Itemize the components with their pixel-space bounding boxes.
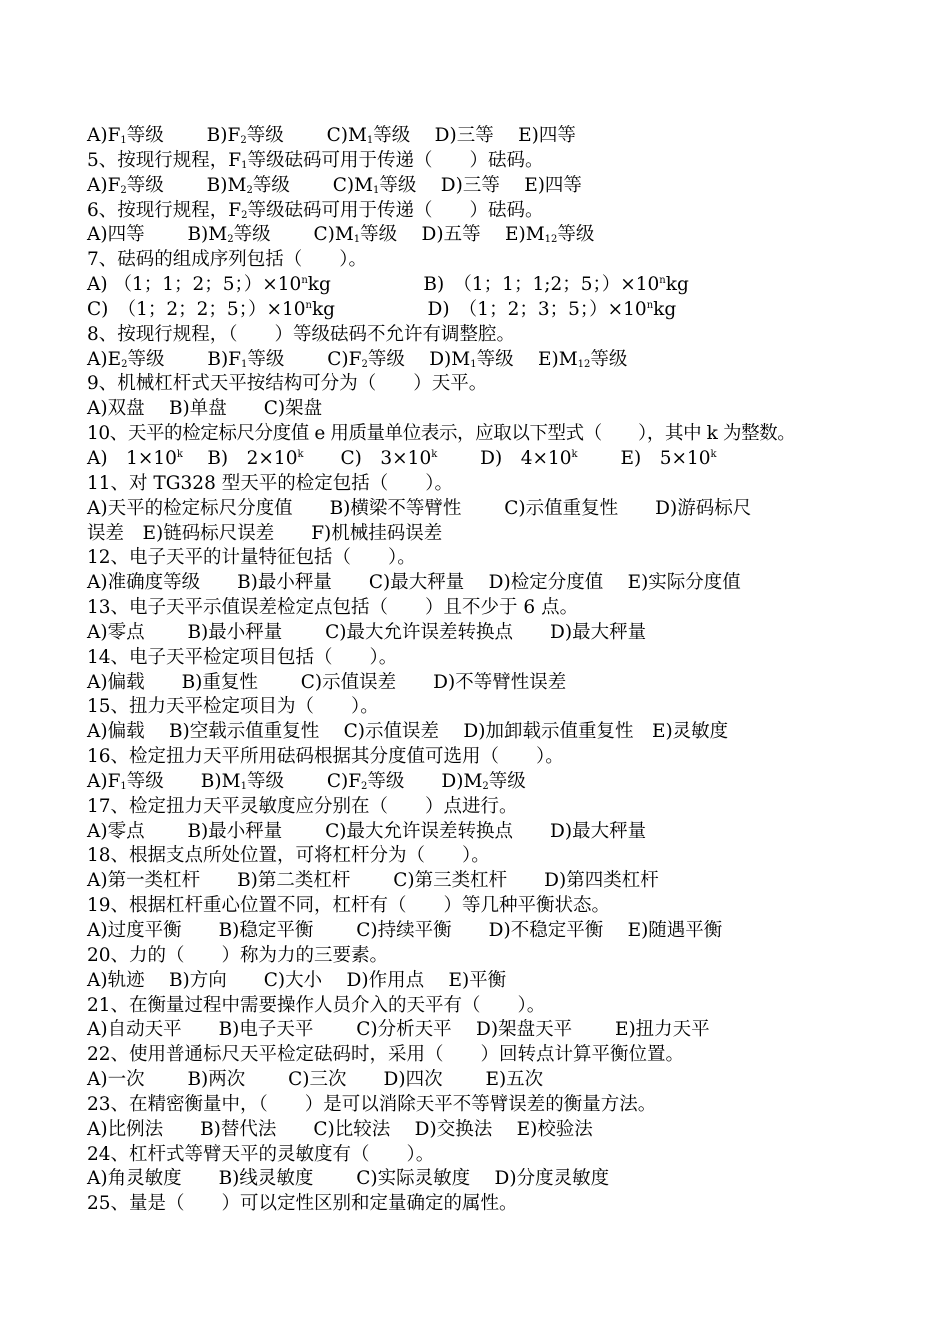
question-text: 12、电子天平的计量特征包括（ ）。 (87, 547, 416, 569)
answer-options: A)偏载 B)空载示值重复性 C)示值误差 D)加卸载示值重复性 E)灵敏度 (87, 721, 729, 743)
answer-options: A)一次 B)两次 C)三次 D)四次 E)五次 (87, 1069, 544, 1091)
question-text: 17、检定扭力天平灵敏度应分别在（ ）点进行。 (87, 795, 518, 817)
answer-options: $A)E_2$等级 $B)F_1$等级 $C)F_2$等级 $D)M_1$等级 $E)M_{12}$等级 (87, 348, 628, 370)
answer-options: A) $1\times 10^k$ B) $2\times 10^k$ C) $3\times 10^k$ D) $4\times 10^k$ E) $5\times 10^k$ (87, 447, 717, 469)
question-text: 19、根据杠杆重心位置不同，杠杆有（ ）等几种平衡状态。 (87, 895, 611, 917)
question-text: 5、按现行规程，$F_1$等级砝码可用于传递（ ）砝码。 (87, 149, 544, 171)
answer-options: C) （1；2；2；5；）$\times 10^nkg$ D) （1；2；3；5；）$\times 10^nkg$ (87, 298, 677, 320)
answer-options: A)四等 $B)M_2$等级 $C)M_1$等级 D)五等 $E)M_{12}$等级 (87, 224, 595, 246)
answer-options: A) （1；1；2；5；）$\times 10^nkg$ B) （1；1；1;2；5；）$\times 10^nkg$ (87, 274, 689, 296)
answer-options: $A)F_2$等级 $B)M_2$等级 $C)M_1$等级 D)三等 E)四等 (87, 174, 582, 196)
question-text: 10、天平的检定标尺分度值 e 用质量单位表示，应取以下型式（ ），其中 k 为整数。 (87, 423, 796, 445)
answer-options: A)偏载 B)重复性 C)示值误差 D)不等臂性误差 (87, 671, 567, 693)
question-text: 20、力的（ ）称为力的三要素。 (87, 944, 389, 966)
question-text: 21、在衡量过程中需要操作人员介入的天平有（ ）。 (87, 994, 546, 1016)
question-text: 14、电子天平检定项目包括（ ）。 (87, 646, 398, 668)
question-text: 13、电子天平示值误差检定点包括（ ）且不少于 6 点。 (87, 597, 579, 619)
answer-options: A)天平的检定标尺分度值 B)横梁不等臂性 C)示值重复性 D)游码标尺 (87, 497, 752, 519)
answer-options: A)零点 B)最小秤量 C)最大允许误差转换点 D)最大秤量 (87, 820, 647, 842)
question-text: 8、按现行规程，（ ）等级砝码不允许有调整腔。 (87, 323, 516, 345)
answer-options: A)自动天平 B)电子天平 C)分析天平 D)架盘天平 E)扭力天平 (87, 1019, 710, 1041)
question-text: 11、对 TG328 型天平的检定包括（ ）。 (87, 472, 453, 494)
answer-options: A)第一类杠杆 B)第二类杠杆 C)第三类杠杆 D)第四类杠杆 (87, 870, 659, 892)
answer-options: $A)F_1$等级 $B)F_2$等级 $C)M_1$等级 D)三等 E)四等 (87, 125, 576, 146)
exam-question-page (87, 124, 907, 1217)
question-text: 22、使用普通标尺天平检定砝码时，采用（ ）回转点计算平衡位置。 (87, 1044, 685, 1066)
answer-options: $A)F_1$等级 $B)M_1$等级 $C)F_2$等级 $D)M_2$等级 (87, 770, 526, 792)
answer-options: A)准确度等级 B)最小秤量 C)最大秤量 D)检定分度值 E)实际分度值 (87, 572, 741, 594)
question-text: 6、按现行规程，$F_2$等级砝码可用于传递（ ）砝码。 (87, 199, 544, 221)
answer-options: A)角灵敏度 B)线灵敏度 C)实际灵敏度 D)分度灵敏度 (87, 1168, 610, 1190)
answer-options: A)过度平衡 B)稳定平衡 C)持续平衡 D)不稳定平衡 E)随遇平衡 (87, 920, 723, 941)
question-text: 16、检定扭力天平所用砝码根据其分度值可选用（ ）。 (87, 746, 564, 768)
question-text: 23、在精密衡量中，（ ）是可以消除天平不等臂误差的衡量方法。 (87, 1093, 657, 1115)
answer-options: 误差 E)链码标尺误差 F)机械挂码误差 (87, 522, 443, 544)
question-text: 9、机械杠杆式天平按结构可分为（ ）天平。 (87, 373, 488, 395)
answer-options: A)零点 B)最小秤量 C)最大允许误差转换点 D)最大秤量 (87, 621, 647, 643)
question-text: 18、根据支点所处位置，可将杠杆分为（ ）。 (87, 845, 490, 867)
answer-options: A)双盘 B)单盘 C)架盘 (87, 398, 323, 420)
question-text: 7、砝码的组成序列包括（ ）。 (87, 249, 368, 271)
question-text: 24、杠杆式等臂天平的灵敏度有（ ）。 (87, 1143, 435, 1165)
question-text: 15、扭力天平检定项目为（ ）。 (87, 696, 379, 718)
answer-options: A)轨迹 B)方向 C)大小 D)作用点 E)平衡 (87, 969, 507, 991)
answer-options: A)比例法 B)替代法 C)比较法 D)交换法 E)校验法 (87, 1118, 593, 1140)
question-text: 25、量是（ ）可以定性区别和定量确定的属性。 (87, 1193, 518, 1215)
